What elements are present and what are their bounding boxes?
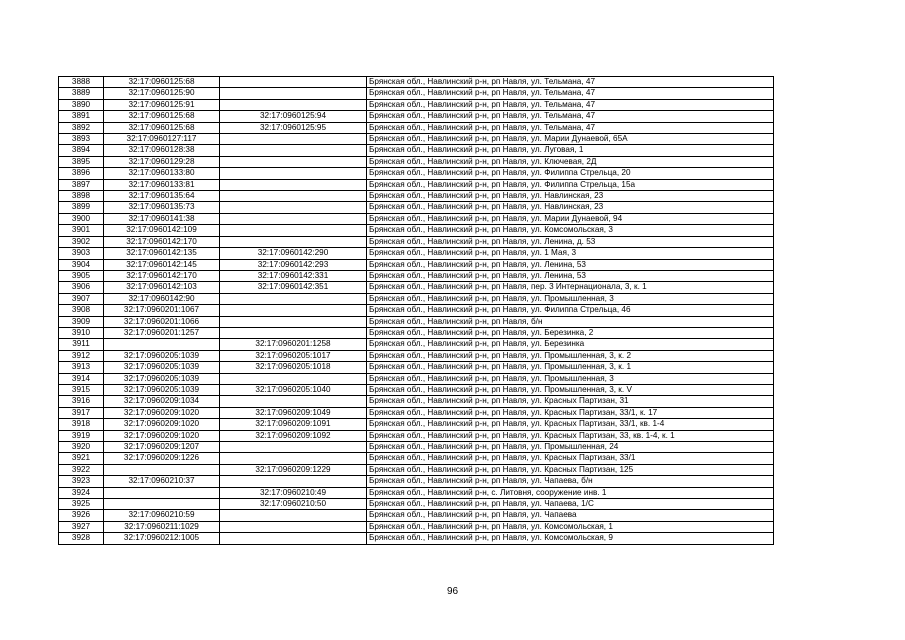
address-cell: Брянская обл., Навлинский р-н, рп Навля, ул. Промышленная, 3, к. 2	[367, 350, 774, 361]
row-number-cell: 3903	[59, 248, 104, 259]
linked-cadastral-number-cell	[220, 510, 367, 521]
row-number-cell: 3890	[59, 99, 104, 110]
table-row	[59, 476, 774, 487]
row-number-cell: 3893	[59, 134, 104, 145]
table-row	[59, 225, 774, 236]
table-row	[59, 499, 774, 510]
cadastral-number-cell: 32:17:0960141:38	[104, 213, 220, 224]
row-number-cell: 3902	[59, 236, 104, 247]
cadastral-number-cell: 32:17:0960142:145	[104, 259, 220, 270]
linked-cadastral-number-cell	[220, 327, 367, 338]
row-number-cell: 3907	[59, 293, 104, 304]
cadastral-number-cell: 32:17:0960142:135	[104, 248, 220, 259]
address-cell: Брянская обл., Навлинский р-н, рп Навля, ул. Тельмана, 47	[367, 77, 774, 88]
linked-cadastral-number-cell: 32:17:0960142:293	[220, 259, 367, 270]
table-row	[59, 156, 774, 167]
table-row	[59, 236, 774, 247]
row-number-cell: 3911	[59, 339, 104, 350]
cadastral-number-cell: 32:17:0960125:90	[104, 88, 220, 99]
row-number-cell: 3924	[59, 487, 104, 498]
linked-cadastral-number-cell	[220, 156, 367, 167]
cadastral-number-cell: 32:17:0960205:1039	[104, 362, 220, 373]
cadastral-number-cell: 32:17:0960205:1039	[104, 350, 220, 361]
cadastral-number-cell: 32:17:0960142:103	[104, 282, 220, 293]
address-cell: Брянская обл., Навлинский р-н, рп Навля, ул. Промышленная, 3	[367, 293, 774, 304]
row-number-cell: 3910	[59, 327, 104, 338]
address-cell: Брянская обл., Навлинский р-н, рп Навля, ул. Комсомольская, 1	[367, 521, 774, 532]
row-number-cell: 3889	[59, 88, 104, 99]
table-row	[59, 213, 774, 224]
cadastral-number-cell: 32:17:0960133:81	[104, 179, 220, 190]
linked-cadastral-number-cell	[220, 476, 367, 487]
address-cell: Брянская обл., Навлинский р-н, рп Навля, ул. Березинка, 2	[367, 327, 774, 338]
cadastral-number-cell: 32:17:0960125:68	[104, 122, 220, 133]
address-cell: Брянская обл., Навлинский р-н, рп Навля, ул. Промышленная, 3, к. V	[367, 384, 774, 395]
linked-cadastral-number-cell	[220, 202, 367, 213]
address-cell: Брянская обл., Навлинский р-н, рп Навля, ул. Промышленная, 3, к. 1	[367, 362, 774, 373]
cadastral-number-cell: 32:17:0960210:59	[104, 510, 220, 521]
address-cell: Брянская обл., Навлинский р-н, рп Навля, ул. Промышленная, 3	[367, 373, 774, 384]
linked-cadastral-number-cell	[220, 168, 367, 179]
row-number-cell: 3899	[59, 202, 104, 213]
linked-cadastral-number-cell	[220, 453, 367, 464]
linked-cadastral-number-cell	[220, 442, 367, 453]
linked-cadastral-number-cell: 32:17:0960209:1092	[220, 430, 367, 441]
cadastral-number-cell: 32:17:0960201:1066	[104, 316, 220, 327]
table-row	[59, 305, 774, 316]
linked-cadastral-number-cell: 32:17:0960201:1258	[220, 339, 367, 350]
row-number-cell: 3898	[59, 191, 104, 202]
linked-cadastral-number-cell: 32:17:0960205:1018	[220, 362, 367, 373]
table-row	[59, 248, 774, 259]
cadastral-number-cell: 32:17:0960142:170	[104, 236, 220, 247]
table-row	[59, 202, 774, 213]
row-number-cell: 3926	[59, 510, 104, 521]
cadastral-number-cell: 32:17:0960135:73	[104, 202, 220, 213]
table-row	[59, 293, 774, 304]
linked-cadastral-number-cell: 32:17:0960125:95	[220, 122, 367, 133]
row-number-cell: 3917	[59, 407, 104, 418]
address-cell: Брянская обл., Навлинский р-н, рп Навля, ул. 1 Мая, 3	[367, 248, 774, 259]
table-row	[59, 521, 774, 532]
linked-cadastral-number-cell	[220, 191, 367, 202]
cadastral-number-cell: 32:17:0960127:117	[104, 134, 220, 145]
linked-cadastral-number-cell	[220, 179, 367, 190]
table-row	[59, 77, 774, 88]
linked-cadastral-number-cell: 32:17:0960142:331	[220, 270, 367, 281]
cadastral-number-cell: 32:17:0960209:1226	[104, 453, 220, 464]
address-cell: Брянская обл., Навлинский р-н, рп Навля, ул. Филиппа Стрельца, 46	[367, 305, 774, 316]
row-number-cell: 3920	[59, 442, 104, 453]
linked-cadastral-number-cell: 32:17:0960209:1229	[220, 464, 367, 475]
cadastral-number-cell: 32:17:0960128:38	[104, 145, 220, 156]
row-number-cell: 3918	[59, 419, 104, 430]
row-number-cell: 3901	[59, 225, 104, 236]
row-number-cell: 3897	[59, 179, 104, 190]
linked-cadastral-number-cell: 32:17:0960209:1091	[220, 419, 367, 430]
address-cell: Брянская обл., Навлинский р-н, рп Навля, ул. Комсомольская, 9	[367, 533, 774, 544]
row-number-cell: 3896	[59, 168, 104, 179]
address-cell: Брянская обл., Навлинский р-н, рп Навля, ул. Красных Партизан, 33/1	[367, 453, 774, 464]
row-number-cell: 3928	[59, 533, 104, 544]
registry-table	[58, 76, 774, 545]
linked-cadastral-number-cell	[220, 373, 367, 384]
address-cell: Брянская обл., Навлинский р-н, рп Навля, ул. Ленина, 53	[367, 270, 774, 281]
cadastral-number-cell: 32:17:0960125:91	[104, 99, 220, 110]
address-cell: Брянская обл., Навлинский р-н, рп Навля, ул. Ленина, 53	[367, 259, 774, 270]
cadastral-number-cell: 32:17:0960135:64	[104, 191, 220, 202]
address-cell: Брянская обл., Навлинский р-н, с. Литовня, сооружение инв. 1	[367, 487, 774, 498]
address-cell: Брянская обл., Навлинский р-н, рп Навля, ул. Тельмана, 47	[367, 99, 774, 110]
address-cell: Брянская обл., Навлинский р-н, рп Навля, ул. Марии Дунаевой, 65А	[367, 134, 774, 145]
row-number-cell: 3900	[59, 213, 104, 224]
table-row	[59, 282, 774, 293]
table-row	[59, 134, 774, 145]
cadastral-number-cell: 32:17:0960201:1257	[104, 327, 220, 338]
linked-cadastral-number-cell	[220, 134, 367, 145]
table-row	[59, 373, 774, 384]
linked-cadastral-number-cell	[220, 236, 367, 247]
address-cell: Брянская обл., Навлинский р-н, рп Навля, ул. Тельмана, 47	[367, 88, 774, 99]
cadastral-number-cell	[104, 487, 220, 498]
cadastral-number-cell: 32:17:0960125:68	[104, 111, 220, 122]
row-number-cell: 3919	[59, 430, 104, 441]
table-row	[59, 419, 774, 430]
row-number-cell: 3914	[59, 373, 104, 384]
address-cell: Брянская обл., Навлинский р-н, рп Навля, ул. Красных Партизан, 33/1, к. 17	[367, 407, 774, 418]
linked-cadastral-number-cell	[220, 213, 367, 224]
row-number-cell: 3904	[59, 259, 104, 270]
table-row	[59, 99, 774, 110]
table-row	[59, 339, 774, 350]
cadastral-number-cell: 32:17:0960209:1020	[104, 407, 220, 418]
registry-table-container	[58, 76, 774, 545]
cadastral-number-cell: 32:17:0960210:37	[104, 476, 220, 487]
table-row	[59, 145, 774, 156]
cadastral-number-cell: 32:17:0960211:1029	[104, 521, 220, 532]
row-number-cell: 3908	[59, 305, 104, 316]
table-row	[59, 396, 774, 407]
linked-cadastral-number-cell: 32:17:0960125:94	[220, 111, 367, 122]
linked-cadastral-number-cell	[220, 396, 367, 407]
table-row	[59, 270, 774, 281]
address-cell: Брянская обл., Навлинский р-н, рп Навля, ул. Комсомольская, 3	[367, 225, 774, 236]
cadastral-number-cell: 32:17:0960201:1067	[104, 305, 220, 316]
address-cell: Брянская обл., Навлинский р-н, рп Навля, ул. Чапаева, б/н	[367, 476, 774, 487]
linked-cadastral-number-cell: 32:17:0960142:351	[220, 282, 367, 293]
row-number-cell: 3922	[59, 464, 104, 475]
address-cell: Брянская обл., Навлинский р-н, рп Навля, ул. Ключевая, 2Д	[367, 156, 774, 167]
row-number-cell: 3916	[59, 396, 104, 407]
linked-cadastral-number-cell	[220, 145, 367, 156]
cadastral-number-cell: 32:17:0960209:1034	[104, 396, 220, 407]
table-row	[59, 316, 774, 327]
table-row	[59, 111, 774, 122]
table-row	[59, 453, 774, 464]
cadastral-number-cell: 32:17:0960209:1207	[104, 442, 220, 453]
address-cell: Брянская обл., Навлинский р-н, рп Навля, ул. Промышленная, 24	[367, 442, 774, 453]
row-number-cell: 3906	[59, 282, 104, 293]
cadastral-number-cell: 32:17:0960142:109	[104, 225, 220, 236]
table-row	[59, 191, 774, 202]
table-row	[59, 259, 774, 270]
address-cell: Брянская обл., Навлинский р-н, рп Навля, ул. Филиппа Стрельца, 15а	[367, 179, 774, 190]
registry-table-body	[59, 77, 774, 545]
linked-cadastral-number-cell	[220, 316, 367, 327]
cadastral-number-cell: 32:17:0960142:170	[104, 270, 220, 281]
table-row	[59, 88, 774, 99]
table-row	[59, 442, 774, 453]
row-number-cell: 3892	[59, 122, 104, 133]
table-row	[59, 384, 774, 395]
cadastral-number-cell: 32:17:0960209:1020	[104, 430, 220, 441]
linked-cadastral-number-cell	[220, 305, 367, 316]
linked-cadastral-number-cell: 32:17:0960209:1049	[220, 407, 367, 418]
address-cell: Брянская обл., Навлинский р-н, рп Навля, ул. Тельмана, 47	[367, 111, 774, 122]
address-cell: Брянская обл., Навлинский р-н, рп Навля, ул. Березинка	[367, 339, 774, 350]
cadastral-number-cell: 32:17:0960205:1039	[104, 373, 220, 384]
cadastral-number-cell: 32:17:0960125:68	[104, 77, 220, 88]
address-cell: Брянская обл., Навлинский р-н, рп Навля, ул. Навлинская, 23	[367, 202, 774, 213]
table-row	[59, 122, 774, 133]
table-row	[59, 533, 774, 544]
address-cell: Брянская обл., Навлинский р-н, рп Навля, ул. Марии Дунаевой, 94	[367, 213, 774, 224]
cadastral-number-cell	[104, 499, 220, 510]
cadastral-number-cell	[104, 464, 220, 475]
cadastral-number-cell: 32:17:0960212:1005	[104, 533, 220, 544]
row-number-cell: 3894	[59, 145, 104, 156]
row-number-cell: 3927	[59, 521, 104, 532]
address-cell: Брянская обл., Навлинский р-н, рп Навля, ул. Красных Партизан, 33, кв. 1-4, к. 1	[367, 430, 774, 441]
address-cell: Брянская обл., Навлинский р-н, рп Навля, пер. 3 Интернационала, 3, к. 1	[367, 282, 774, 293]
linked-cadastral-number-cell	[220, 88, 367, 99]
page-number: 96	[446, 586, 459, 597]
row-number-cell: 3923	[59, 476, 104, 487]
address-cell: Брянская обл., Навлинский р-н, рп Навля, ул. Тельмана, 47	[367, 122, 774, 133]
row-number-cell: 3895	[59, 156, 104, 167]
table-row	[59, 487, 774, 498]
address-cell: Брянская обл., Навлинский р-н, рп Навля, ул. Чапаева, 1/С	[367, 499, 774, 510]
row-number-cell: 3909	[59, 316, 104, 327]
row-number-cell: 3913	[59, 362, 104, 373]
linked-cadastral-number-cell: 32:17:0960205:1040	[220, 384, 367, 395]
cadastral-number-cell: 32:17:0960209:1020	[104, 419, 220, 430]
table-row	[59, 179, 774, 190]
linked-cadastral-number-cell: 32:17:0960142:290	[220, 248, 367, 259]
linked-cadastral-number-cell	[220, 225, 367, 236]
linked-cadastral-number-cell	[220, 533, 367, 544]
address-cell: Брянская обл., Навлинский р-н, рп Навля, ул. Филиппа Стрельца, 20	[367, 168, 774, 179]
cadastral-number-cell: 32:17:0960142:90	[104, 293, 220, 304]
cadastral-number-cell: 32:17:0960129:28	[104, 156, 220, 167]
address-cell: Брянская обл., Навлинский р-н, рп Навля, ул. Чапаева	[367, 510, 774, 521]
linked-cadastral-number-cell	[220, 77, 367, 88]
linked-cadastral-number-cell: 32:17:0960210:50	[220, 499, 367, 510]
row-number-cell: 3915	[59, 384, 104, 395]
table-row	[59, 407, 774, 418]
address-cell: Брянская обл., Навлинский р-н, рп Навля, ул. Красных Партизан, 31	[367, 396, 774, 407]
table-row	[59, 327, 774, 338]
table-row	[59, 510, 774, 521]
row-number-cell: 3888	[59, 77, 104, 88]
row-number-cell: 3905	[59, 270, 104, 281]
row-number-cell: 3912	[59, 350, 104, 361]
address-cell: Брянская обл., Навлинский р-н, рп Навля, б/н	[367, 316, 774, 327]
table-row	[59, 350, 774, 361]
table-row	[59, 464, 774, 475]
table-row	[59, 430, 774, 441]
address-cell: Брянская обл., Навлинский р-н, рп Навля, ул. Луговая, 1	[367, 145, 774, 156]
linked-cadastral-number-cell: 32:17:0960210:49	[220, 487, 367, 498]
linked-cadastral-number-cell	[220, 99, 367, 110]
cadastral-number-cell: 32:17:0960205:1039	[104, 384, 220, 395]
address-cell: Брянская обл., Навлинский р-н, рп Навля, ул. Красных Партизан, 33/1, кв. 1-4	[367, 419, 774, 430]
row-number-cell: 3891	[59, 111, 104, 122]
address-cell: Брянская обл., Навлинский р-н, рп Навля, ул. Ленина, д. 53	[367, 236, 774, 247]
table-row	[59, 168, 774, 179]
linked-cadastral-number-cell	[220, 293, 367, 304]
cadastral-number-cell: 32:17:0960133:80	[104, 168, 220, 179]
cadastral-number-cell	[104, 339, 220, 350]
linked-cadastral-number-cell	[220, 521, 367, 532]
row-number-cell: 3925	[59, 499, 104, 510]
address-cell: Брянская обл., Навлинский р-н, рп Навля, ул. Навлинская, 23	[367, 191, 774, 202]
table-row	[59, 362, 774, 373]
linked-cadastral-number-cell: 32:17:0960205:1017	[220, 350, 367, 361]
address-cell: Брянская обл., Навлинский р-н, рп Навля, ул. Красных Партизан, 125	[367, 464, 774, 475]
row-number-cell: 3921	[59, 453, 104, 464]
